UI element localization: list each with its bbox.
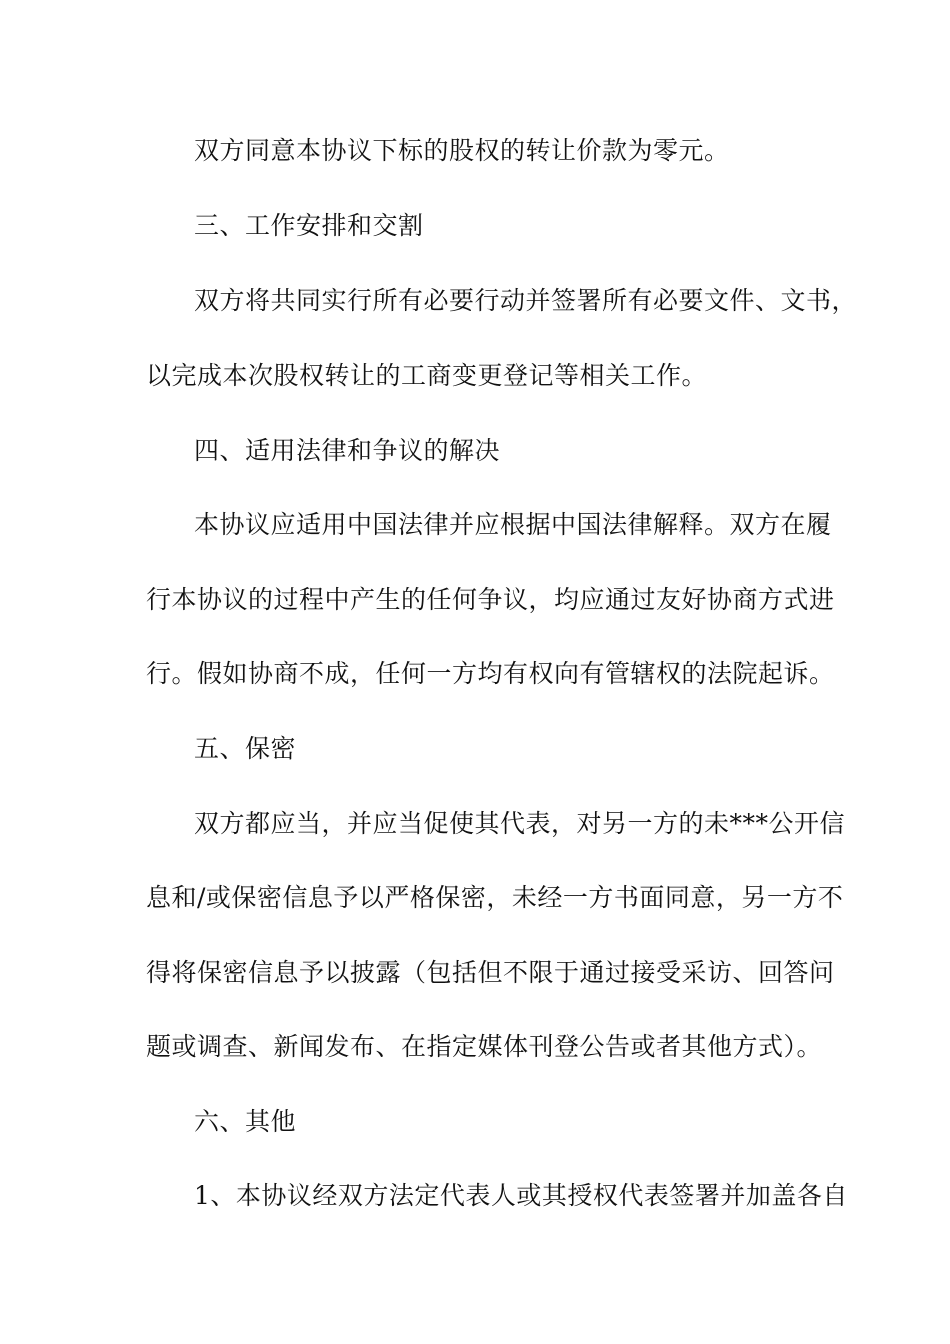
paragraph-line-price: 双方同意本协议下标的股权的转让价款为零元。 [194, 136, 730, 165]
section-heading-4: 四、适用法律和争议的解决 [194, 436, 501, 465]
paragraph-line: 1、本协议经双方法定代表人或其授权代表签署并加盖各自 [194, 1181, 848, 1210]
paragraph-line: 行。假如协商不成，任何一方均有权向有管辖权的法院起诉。 [146, 659, 835, 688]
paragraph-line: 以完成本次股权转让的工商变更登记等相关工作。 [146, 361, 708, 390]
paragraph-line: 双方都应当，并应当促使其代表，对另一方的未***公开信 [194, 809, 846, 838]
section-heading-6: 六、其他 [194, 1107, 297, 1136]
paragraph-line: 得将保密信息予以披露（包括但不限于通过接受采访、回答问 [146, 958, 835, 987]
section-heading-5: 五、保密 [194, 734, 297, 763]
section-heading-3: 三、工作安排和交割 [194, 211, 424, 240]
paragraph-line: 息和/或保密信息予以严格保密，未经一方书面同意，另一方不 [146, 883, 844, 912]
paragraph-line: 行本协议的过程中产生的任何争议，均应通过友好协商方式进 [146, 585, 835, 614]
paragraph-line: 题或调查、新闻发布、在指定媒体刊登公告或者其他方式）。 [146, 1032, 823, 1061]
paragraph-line: 双方将共同实行所有必要行动并签署所有必要文件、文书， [194, 286, 858, 315]
paragraph-line: 本协议应适用中国法律并应根据中国法律解释。双方在履 [194, 510, 832, 539]
